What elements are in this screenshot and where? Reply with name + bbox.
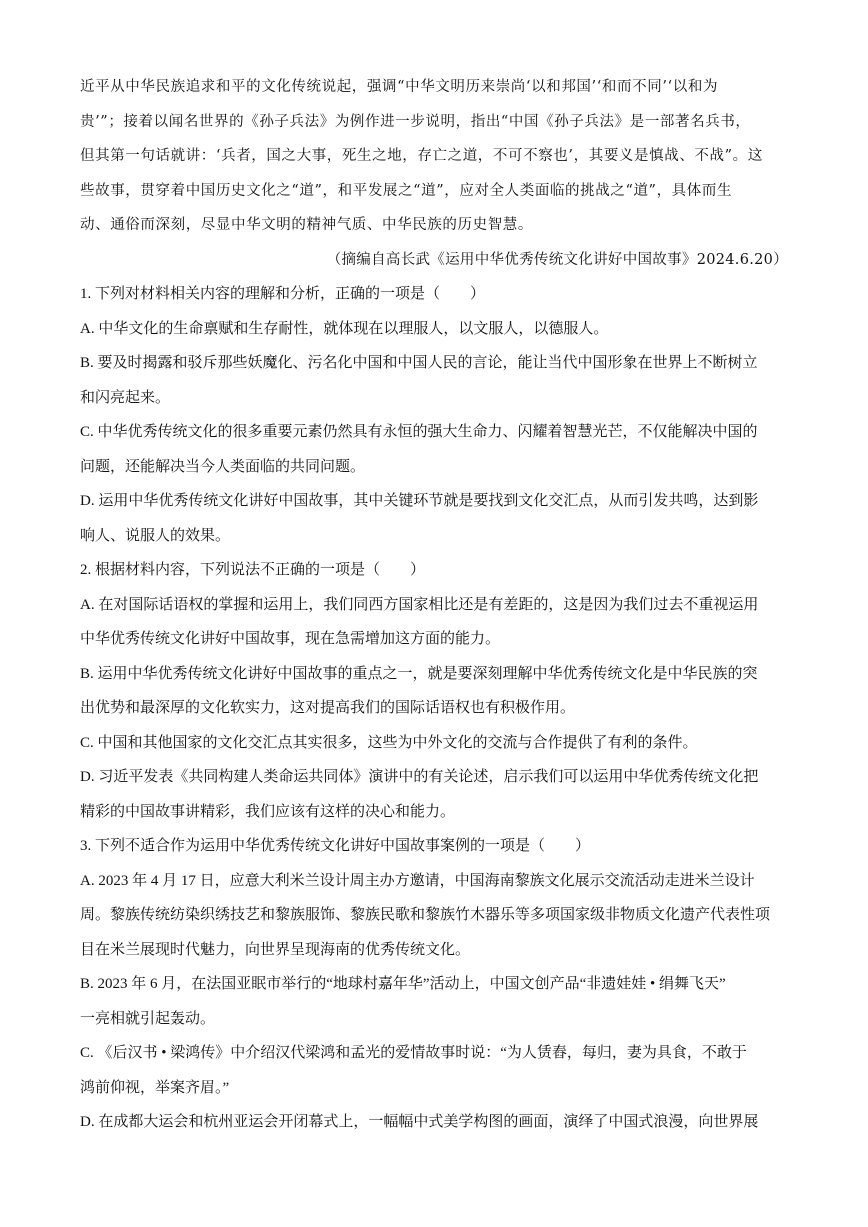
option-line: D. 在成都大运会和杭州亚运会开闭幕式上，一幅幅中式美学构图的画面，演绎了中国式浪漫，向世界展 xyxy=(80,1114,759,1130)
excerpt-line: 贵’”；接着以闻名世界的《孙子兵法》为例作进一步说明，指出“中国《孙子兵法》是一部著名兵书， xyxy=(80,113,751,130)
option-a xyxy=(80,864,788,968)
option-line: 鸿前仰视，举案齐眉。” xyxy=(80,1079,230,1096)
option-line: A. 在对国际话语权的掌握和运用上，我们同西方国家相比还是有差距的，这是因为我们过去不重视运用 xyxy=(80,596,759,613)
option-line: A. 2023 年 4 月 17 日，应意大利米兰设计周主办方邀请，中国海南黎族文化展示交流活动走进米兰设计 xyxy=(80,872,755,889)
option-line: D. 运用中华优秀传统文化讲好中国故事，其中关键环节就是要找到文化交汇点，从而引发共鸣，达到影 xyxy=(80,493,759,509)
option-line: 一亮相就引起轰动。 xyxy=(80,1010,216,1027)
option-line: C. 中华优秀传统文化的很多重要元素仍然具有永恒的强大生命力、闪耀着智慧光芒，不仅能解决中国的 xyxy=(80,424,758,440)
source-citation: （摘编自高长武《运用中华优秀传统文化讲好中国故事》2024.6.20） xyxy=(326,251,788,268)
option-b xyxy=(80,967,788,1036)
option-a: A. 中华文化的生命禀赋和生存耐性，就体现在以理服人，以文服人，以德服人。 xyxy=(80,320,609,337)
question-2 xyxy=(80,553,788,829)
question-stem: 3. 下列不适合作为运用中华优秀传统文化讲好中国故事案例的一项是（ ） xyxy=(80,838,591,854)
option-line: 周。黎族传统纺染织绣技艺和黎族服饰、黎族民歌和黎族竹木器乐等多项国家级非物质文化遗产代表性项 xyxy=(80,907,771,923)
option-line: C. 《后汉书 • 梁鸿传》中介绍汉代梁鸿和孟光的爱情故事时说：“为人赁舂，每归，妻为具食，不敢于 xyxy=(80,1045,747,1061)
option-line: 中华优秀传统文化讲好中国故事，现在急需增加这方面的能力。 xyxy=(80,631,501,647)
question-stem: 1. 下列对材料相关内容的理解和分析，正确的一项是（ ） xyxy=(80,286,486,302)
option-c: C. 中国和其他国家的文化交汇点其实很多，这些为中外文化的交流与合作提供了有利的条件。 xyxy=(80,734,698,751)
question-1 xyxy=(80,277,788,553)
question-stem: 2. 根据材料内容，下列说法不正确的一项是（ ） xyxy=(80,562,426,578)
option-line: B. 2023 年 6 月，在法国亚眠市举行的“地球村嘉年华”活动上，中国文创产品“非遗娃娃 • 绢舞飞天” xyxy=(80,976,726,992)
excerpt-line: 动、通俗而深刻，尽显中华文明的精神气质、中华民族的历史智慧。 xyxy=(80,217,533,233)
question-3 xyxy=(80,829,788,1140)
option-line: 响人、说服人的效果。 xyxy=(80,527,231,544)
option-d xyxy=(80,484,788,553)
document-page xyxy=(80,70,788,1140)
option-c xyxy=(80,1036,788,1105)
excerpt-line: 近平从中华民族追求和平的文化传统说起，强调“中华文明历来崇尚‘以和邦国’‘和而不同’‘以和为 xyxy=(80,79,719,95)
option-line: B. 要及时揭露和驳斥那些妖魔化、污名化中国和中国人民的言论，能让当代中国形象在世界上不断树立 xyxy=(80,355,758,371)
option-b xyxy=(80,346,788,415)
option-d xyxy=(80,1105,788,1140)
excerpt-paragraph xyxy=(80,70,788,243)
option-line: D. 习近平发表《共同构建人类命运共同体》演讲中的有关论述，启示我们可以运用中华优秀传统文化把 xyxy=(80,769,759,785)
excerpt-line: 些故事，贯穿着中国历史文化之“道”，和平发展之“道”，应对全人类面临的挑战之“道”，具体而生 xyxy=(80,182,733,199)
option-line: 出优势和最深厚的文化软实力，这对提高我们的国际话语权也有积极作用。 xyxy=(80,700,576,716)
option-line: 问题，还能解决当今人类面临的共同问题。 xyxy=(80,458,366,475)
option-b xyxy=(80,657,788,726)
option-line: 精彩的中国故事讲精彩，我们应该有这样的决心和能力。 xyxy=(80,803,456,820)
option-line: B. 运用中华优秀传统文化讲好中国故事的重点之一，就是要深刻理解中华优秀传统文化是中华民族的突 xyxy=(80,665,758,682)
option-d xyxy=(80,760,788,829)
option-line: 和闪亮起来。 xyxy=(80,389,171,406)
option-c xyxy=(80,415,788,484)
option-line: 目在米兰展现时代魅力，向世界呈现海南的优秀传统文化。 xyxy=(80,941,471,958)
excerpt-line: 但其第一句话就讲：‘兵者，国之大事，死生之地，存亡之道，不可不察也’，其要义是慎战、不战”。这 xyxy=(80,148,763,164)
option-a xyxy=(80,588,788,657)
